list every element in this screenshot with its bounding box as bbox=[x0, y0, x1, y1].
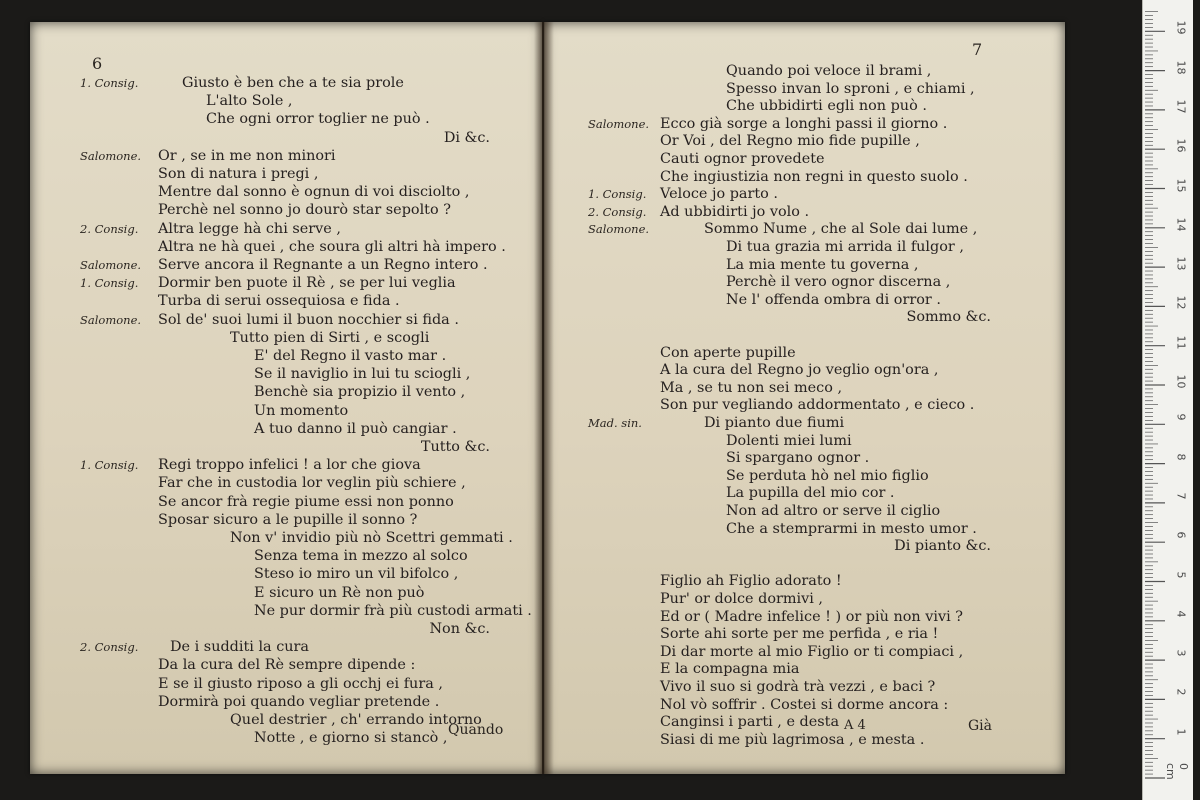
text-line bbox=[30, 220, 542, 239]
verse-text: Sol de' suoi lumi il buon nocchier si fida . bbox=[158, 311, 459, 328]
verse-text: Non ad altro or serve il ciglio bbox=[726, 503, 941, 519]
verse-text: Benchè sia propizio il vento , bbox=[254, 384, 466, 401]
ruler-number: 17 bbox=[1174, 99, 1188, 114]
text-line bbox=[544, 97, 1065, 116]
verse-text: E se il giusto riposo a gli occhj ei fura , bbox=[158, 675, 443, 692]
verse-text: Se il naviglio in lui tu sciogli , bbox=[254, 366, 471, 383]
text-line bbox=[544, 220, 1065, 239]
verse-text: Veloce jo parto . bbox=[660, 186, 778, 203]
ruler-number: 12 bbox=[1174, 295, 1188, 310]
ruler-number: 14 bbox=[1174, 217, 1188, 232]
text-line bbox=[30, 329, 542, 348]
verse-text: Altra legge hà chi serve , bbox=[158, 220, 341, 237]
verse-text: Steso io miro un vil bifolco , bbox=[254, 566, 459, 583]
verse-text: Ne pur dormir frà più custodi armati . bbox=[254, 602, 532, 619]
text-line bbox=[30, 92, 542, 111]
text-line bbox=[30, 511, 542, 530]
text-line bbox=[544, 625, 1065, 644]
speaker-label: 2. Consig. bbox=[80, 221, 139, 236]
verse-text: Sorte ahi sorte per me perfida , e ria ! bbox=[660, 626, 939, 643]
verse-text: Se perduta hò nel mio figlio bbox=[726, 467, 929, 484]
text-line bbox=[544, 572, 1065, 591]
verse-text: Tutto pien di Sirti , e scogli bbox=[230, 329, 430, 346]
ruler-number: 9 bbox=[1174, 413, 1188, 421]
verse-text: Far che in custodia lor veglin più schiere , bbox=[158, 475, 466, 492]
ruler-number: 13 bbox=[1174, 256, 1188, 271]
text-line bbox=[30, 292, 542, 311]
text-line bbox=[544, 132, 1065, 151]
verse-text: Di pianto due fiumi bbox=[704, 415, 845, 431]
speaker-label: 1. Consig. bbox=[80, 276, 139, 291]
verse-text: E sicuro un Rè non può bbox=[254, 584, 425, 601]
ruler-number: 7 bbox=[1174, 492, 1188, 500]
ruler-number: 1 bbox=[1174, 728, 1188, 736]
text-line bbox=[544, 80, 1065, 99]
speaker-label: Salomone. bbox=[80, 312, 142, 327]
verse-text: Ad ubbidirti jo volo . bbox=[660, 203, 810, 220]
text-line bbox=[544, 537, 1065, 556]
left-page bbox=[30, 22, 542, 774]
text-line bbox=[544, 467, 1065, 486]
verse-text: Giusto è ben che a te sia prole bbox=[182, 75, 404, 91]
ruler-number: 6 bbox=[1174, 531, 1188, 539]
signature-mark: A 4 bbox=[844, 718, 866, 733]
text-line bbox=[544, 185, 1065, 204]
verse-text: Un momento bbox=[254, 402, 349, 419]
text-line bbox=[544, 432, 1065, 451]
refrain-cue: Di &c. bbox=[443, 129, 490, 146]
text-line bbox=[544, 520, 1065, 539]
speaker-label: Salomone. bbox=[588, 116, 650, 131]
text-line bbox=[30, 675, 542, 694]
verse-text: Nol vò soffrir . Costei si dorme ancora : bbox=[660, 696, 949, 713]
verse-text: Dormirà poi quando vegliar pretende . bbox=[158, 693, 440, 710]
measuring-ruler bbox=[1142, 0, 1193, 800]
verse-text: Regi troppo infelici ! a lor che giova bbox=[158, 457, 421, 474]
text-line bbox=[30, 147, 542, 166]
text-line bbox=[544, 590, 1065, 609]
text-line bbox=[544, 484, 1065, 503]
text-line bbox=[544, 449, 1065, 468]
ruler-number: 3 bbox=[1174, 649, 1188, 657]
text-line bbox=[30, 456, 542, 475]
verse-text: Sposar sicuro a le pupille il sonno ? bbox=[158, 511, 418, 528]
text-line bbox=[544, 308, 1065, 327]
verse-text: La mia mente tu governa , bbox=[726, 256, 919, 273]
verse-text: Cauti ognor provedete bbox=[660, 151, 825, 167]
verse-text: Con aperte pupille bbox=[660, 344, 796, 361]
speaker-label: 1. Consig. bbox=[80, 76, 139, 90]
verse-text: A tuo danno il può cangiar . bbox=[254, 420, 457, 437]
text-line bbox=[544, 256, 1065, 275]
speaker-label: 1. Consig. bbox=[80, 458, 139, 473]
text-line bbox=[544, 678, 1065, 697]
speaker-label: 2. Consig. bbox=[80, 640, 139, 655]
verse-text: Spesso invan lo sproni , e chiami , bbox=[726, 80, 975, 97]
ruler-number: 16 bbox=[1174, 138, 1188, 153]
text-line bbox=[544, 502, 1065, 521]
refrain-cue: Non &c. bbox=[429, 621, 490, 637]
ruler-ticks bbox=[1143, 0, 1193, 800]
verse-text: Ecco già sorge a longhi passi il giorno . bbox=[660, 115, 948, 132]
text-line bbox=[30, 311, 542, 330]
verse-text: Siasi di me più lagrimosa , e mesta . bbox=[660, 731, 925, 748]
verse-text: La pupilla del mio cor . bbox=[726, 485, 895, 502]
verse-text: Perchè il vero ognor discerna , bbox=[726, 274, 951, 291]
text-line bbox=[30, 493, 542, 512]
ruler-number: 10 bbox=[1174, 374, 1188, 389]
ruler-number: 8 bbox=[1174, 453, 1188, 461]
verse-text: Che ubbidirti egli non può . bbox=[726, 98, 927, 115]
text-line bbox=[544, 238, 1065, 257]
verse-text: Or Voi , del Regno mio fide pupille , bbox=[660, 133, 920, 150]
text-line bbox=[544, 273, 1065, 292]
text-line bbox=[544, 555, 1065, 574]
text-line bbox=[544, 608, 1065, 627]
text-line bbox=[30, 256, 542, 275]
text-line bbox=[30, 183, 542, 202]
verse-text: Se ancor frà regie piume essi non ponno bbox=[158, 493, 454, 510]
verse-text: Si spargano ognor . bbox=[726, 450, 870, 467]
text-line bbox=[30, 365, 542, 384]
speaker-label: Salomone. bbox=[80, 148, 142, 163]
verse-text: Dolenti miei lumi bbox=[726, 432, 852, 449]
ruler-number: 11 bbox=[1174, 335, 1188, 350]
verse-text: Da la cura del Rè sempre dipende : bbox=[158, 657, 416, 674]
text-line bbox=[30, 638, 542, 657]
text-line bbox=[30, 529, 542, 548]
verse-text: Mentre dal sonno è ognun di voi disciolto , bbox=[158, 184, 470, 201]
verse-text: Di tua grazia mi arrida il fulgor , bbox=[726, 239, 964, 255]
speaker-label: 2. Consig. bbox=[588, 204, 647, 219]
verse-text: L'alto Sole , bbox=[206, 93, 293, 110]
verse-text: Ma , se tu non sei meco , bbox=[660, 379, 843, 396]
text-line bbox=[30, 201, 542, 220]
verse-text: Altra ne hà quei , che soura gli altri hà impero . bbox=[158, 238, 506, 255]
text-line bbox=[30, 420, 542, 439]
speaker-label: 1. Consig. bbox=[588, 187, 647, 202]
text-line bbox=[30, 274, 542, 293]
text-line bbox=[30, 438, 542, 457]
verse-text: Vivo il suo si godrà trà vezzi , e baci ? bbox=[660, 679, 936, 695]
text-line bbox=[544, 168, 1065, 187]
text-line bbox=[30, 547, 542, 566]
text-line bbox=[30, 238, 542, 257]
ruler-number: 18 bbox=[1174, 60, 1188, 75]
text-line bbox=[30, 565, 542, 584]
page-number: 7 bbox=[972, 40, 983, 59]
verse-text: Quando poi veloce il brami , bbox=[726, 63, 932, 79]
text-line bbox=[544, 660, 1065, 679]
catchword: Quando bbox=[448, 722, 504, 738]
refrain-cue: Tutto &c. bbox=[420, 439, 490, 455]
ruler-number: 2 bbox=[1174, 688, 1188, 696]
verse-text: Or , se in me non minori bbox=[158, 147, 336, 164]
text-line bbox=[544, 344, 1065, 363]
verse-text: Dormir ben puote il Rè , se per lui veglia bbox=[158, 275, 456, 292]
verse-text: Notte , e giorno si stancò , bbox=[254, 730, 448, 747]
text-line bbox=[30, 129, 542, 148]
verse-text: Perchè nel sonno jo dourò star sepolto ? bbox=[158, 202, 451, 219]
verse-text: Ne l' offenda ombra di orror . bbox=[726, 291, 941, 308]
verse-text: Quel destrier , ch' errando intorno bbox=[230, 712, 482, 728]
ruler-number: 4 bbox=[1174, 610, 1188, 618]
text-line bbox=[30, 383, 542, 402]
text-line bbox=[544, 150, 1065, 169]
page-number: 6 bbox=[92, 54, 103, 73]
ruler-number: 19 bbox=[1174, 20, 1188, 35]
verse-text: Son di natura i pregi , bbox=[158, 166, 319, 182]
ruler-unit-label: 0 cm bbox=[1164, 763, 1190, 780]
text-line bbox=[544, 361, 1065, 380]
text-line bbox=[544, 396, 1065, 415]
text-line bbox=[544, 326, 1065, 345]
ruler-number: 5 bbox=[1174, 571, 1188, 578]
verse-text: Son pur vegliando addormentato , e cieco . bbox=[660, 397, 975, 414]
verse-text: Turba di serui ossequiosa e fida . bbox=[158, 293, 400, 310]
speaker-label: Mad. sin. bbox=[588, 416, 642, 430]
verse-text: Che ingiustizia non regni in questo suolo . bbox=[660, 168, 968, 185]
verse-text: Non v' invidio più nò Scettri gemmati . bbox=[230, 530, 513, 546]
verse-text: Di dar morte al mio Figlio or ti compiaci , bbox=[660, 643, 964, 660]
text-line bbox=[30, 74, 542, 93]
verse-text: E' del Regno il vasto mar . bbox=[254, 348, 447, 364]
verse-text: E la compagna mia bbox=[660, 661, 800, 678]
catchword: Già bbox=[968, 718, 993, 734]
verse-text: Ed or ( Madre infelice ! ) or più non vivi ? bbox=[660, 608, 964, 625]
ruler-number: 15 bbox=[1174, 178, 1188, 192]
text-line bbox=[544, 643, 1065, 662]
text-line bbox=[544, 291, 1065, 310]
text-line bbox=[30, 402, 542, 421]
verse-text: Pur' or dolce dormivi , bbox=[660, 591, 823, 607]
text-line bbox=[30, 602, 542, 621]
text-line bbox=[30, 584, 542, 603]
text-line bbox=[544, 696, 1065, 715]
text-line bbox=[30, 165, 542, 184]
verse-text: Serve ancora il Regnante a un Regno intero . bbox=[158, 257, 488, 273]
text-line bbox=[30, 347, 542, 366]
text-line bbox=[30, 110, 542, 129]
verse-text: Che ogni orror toglier ne può . bbox=[206, 111, 430, 128]
text-line bbox=[30, 693, 542, 712]
verse-text: Figlio ah Figlio adorato ! bbox=[660, 573, 842, 590]
text-line bbox=[544, 414, 1065, 433]
verse-text: De i sudditi la cura bbox=[170, 639, 309, 656]
text-line bbox=[30, 656, 542, 675]
verse-text: Che a stemprarmi in mesto umor . bbox=[726, 520, 977, 537]
text-line bbox=[544, 203, 1065, 222]
speaker-label: Salomone. bbox=[80, 258, 142, 272]
verse-text: Canginsi i parti , e desta bbox=[660, 714, 840, 731]
speaker-label: Salomone. bbox=[588, 222, 650, 237]
text-line bbox=[544, 62, 1065, 81]
verse-text: Senza tema in mezzo al solco bbox=[254, 548, 468, 565]
verse-text: Sommo Nume , che al Sole dai lume , bbox=[704, 221, 978, 238]
verse-text: A la cura del Regno jo veglio ogn'ora , bbox=[660, 362, 939, 379]
text-line bbox=[30, 620, 542, 639]
text-line bbox=[30, 474, 542, 493]
refrain-cue: Di pianto &c. bbox=[894, 538, 991, 555]
right-page bbox=[544, 22, 1065, 774]
refrain-cue: Sommo &c. bbox=[906, 309, 991, 326]
text-line bbox=[544, 115, 1065, 134]
text-line bbox=[544, 379, 1065, 398]
